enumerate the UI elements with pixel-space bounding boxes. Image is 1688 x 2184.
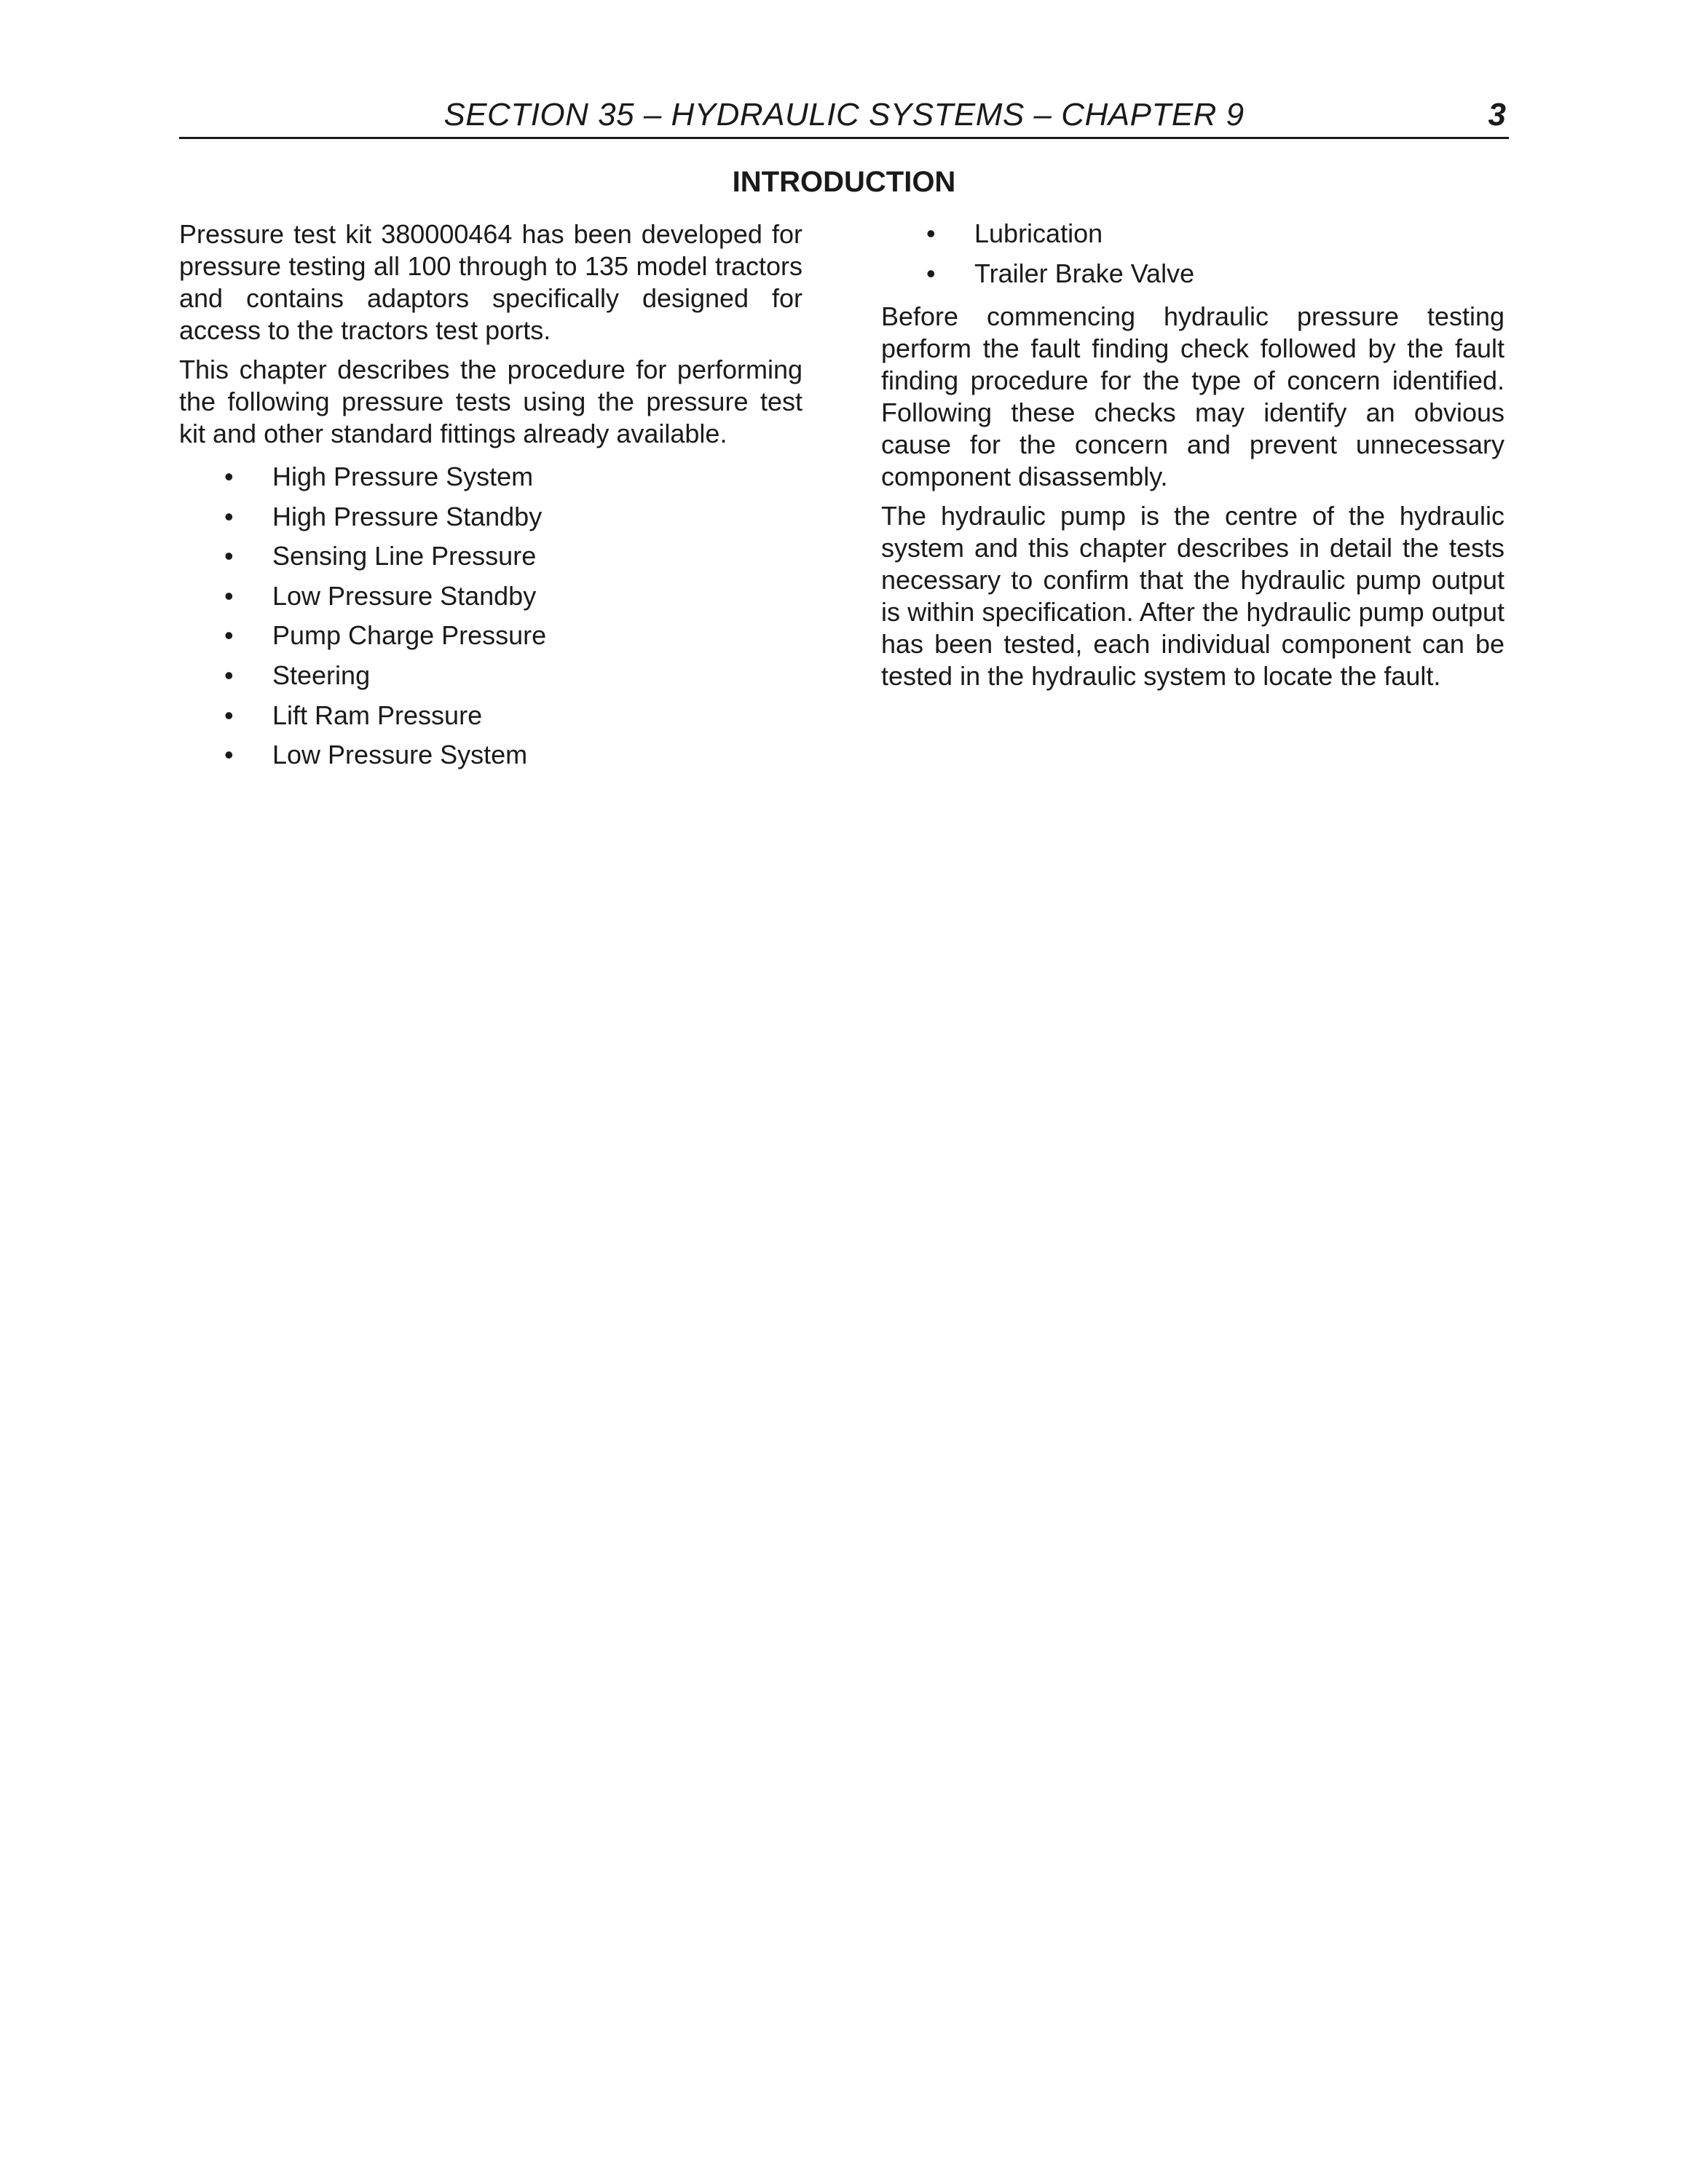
list-item-label: High Pressure System — [272, 462, 534, 491]
bullet-icon: • — [224, 740, 234, 770]
list-item — [179, 497, 802, 537]
page-number: 3 — [1488, 97, 1506, 132]
list-item — [179, 616, 802, 656]
page-header — [179, 93, 1509, 139]
bullet-icon: • — [224, 700, 234, 730]
pressure-test-list — [179, 457, 802, 775]
list-item-label: Pump Charge Pressure — [272, 620, 547, 651]
hydraulic-pump-paragraph: The hydraulic pump is the centre of the hydraulic system and this chapter describes in detail the tests necessary to confirm that the hydraulic pump output is within specification. After the hydraulic pump output has been tested, each individual component can be tested in the hydraulic system to locate the fault. — [881, 501, 1504, 692]
bullet-icon: • — [926, 218, 936, 248]
list-item — [881, 254, 1504, 294]
fault-finding-paragraph: Before commencing hydraulic pressure testing perform the fault finding check followed by the fault finding procedure for the type of concern identified. Following these checks may identify an obvious cause for the concern and prevent unnecessary component disassembly. — [881, 301, 1504, 492]
list-item-label: Low Pressure Standby — [272, 580, 537, 611]
bullet-icon: • — [926, 258, 936, 288]
bullet-icon: • — [224, 501, 234, 531]
pressure-test-list-continued — [881, 214, 1504, 293]
list-item-label: High Pressure Standby — [272, 501, 543, 531]
list-item — [179, 696, 802, 736]
list-item — [179, 577, 802, 617]
left-column — [179, 218, 802, 783]
list-item — [179, 656, 802, 696]
intro-paragraph-1: Pressure test kit 380000464 has been developed for pressure testing all 100 through to 135 model tractors and contains adaptors specifically designed for access to the tractors test ports. — [179, 219, 802, 345]
list-item-label: Trailer Brake Valve — [974, 258, 1195, 288]
right-column — [881, 218, 1504, 700]
list-item — [881, 214, 1504, 254]
bullet-icon: • — [224, 580, 234, 611]
list-item — [179, 735, 802, 775]
list-item-label: Sensing Line Pressure — [272, 541, 537, 571]
intro-paragraph-2: This chapter describes the procedure for performing the following pressure tests using the pressure test kit and other standard fittings already available. — [179, 355, 802, 448]
list-item-label: Lift Ram Pressure — [272, 700, 483, 730]
bullet-icon: • — [224, 620, 234, 651]
bullet-icon: • — [224, 462, 234, 491]
bullet-icon: • — [224, 541, 234, 571]
introduction-heading: INTRODUCTION — [732, 166, 956, 198]
list-item-label: Steering — [272, 660, 371, 690]
list-item — [179, 537, 802, 577]
list-item — [179, 457, 802, 497]
bullet-icon: • — [224, 660, 234, 690]
section-title: SECTION 35 – HYDRAULIC SYSTEMS – CHAPTER 9 — [443, 97, 1245, 132]
list-item-label: Low Pressure System — [272, 740, 528, 770]
list-item-label: Lubrication — [974, 218, 1103, 248]
